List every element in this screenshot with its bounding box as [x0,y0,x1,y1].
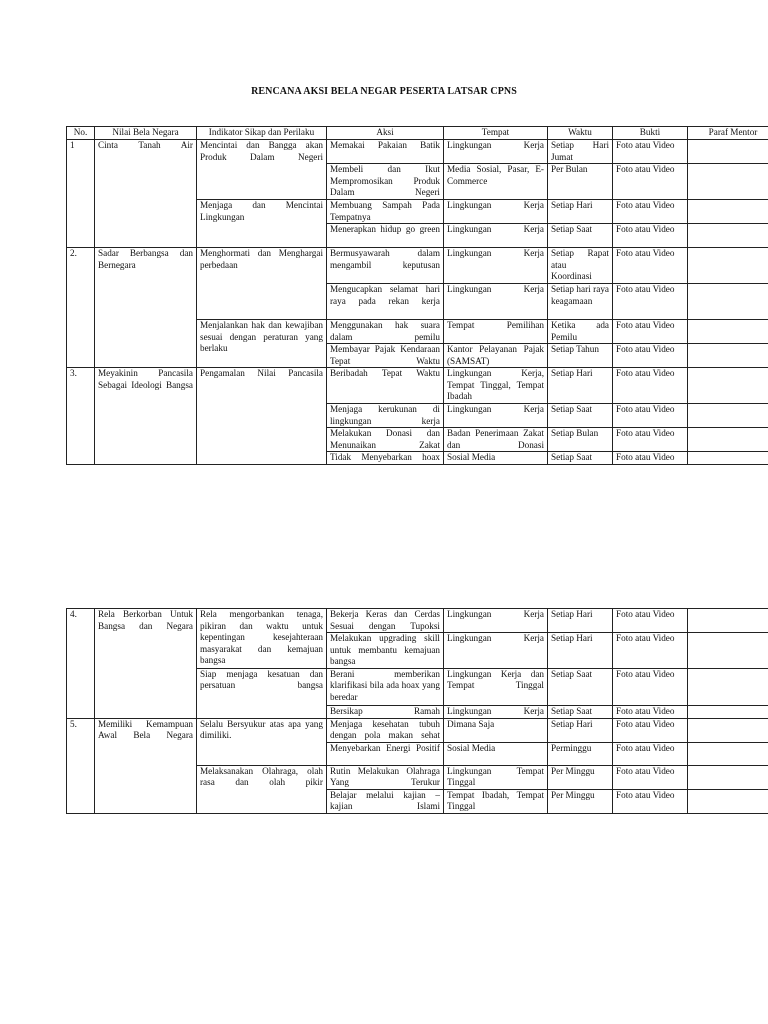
waktu-cell: Setiap Saat [548,705,613,718]
paraf-mentor-cell [688,789,768,813]
paraf-mentor-cell [688,428,768,452]
header-bukti: Bukti [613,127,688,140]
bukti-cell: Foto atau Video [613,200,688,224]
aksi-cell: Berani memberikan klarifikasi bila ada hoax yang beredar [327,668,444,705]
aksi-cell: Bermusyawarah dalam mengambil keputusan [327,248,444,284]
paraf-mentor-cell [688,718,768,742]
bukti-cell: Foto atau Video [613,320,688,344]
table-body-2 [67,609,768,814]
aksi-cell: Beribadah Tepat Waktu [327,368,444,404]
waktu-cell: Setiap hari raya keagamaan [548,284,613,320]
tempat-cell: Lingkungan Kerja [444,404,548,428]
aksi-cell: Melakukan Donasi dan Menunaikan Zakat [327,428,444,452]
waktu-cell: Setiap Bulan [548,428,613,452]
bukti-cell: Foto atau Video [613,742,688,765]
aksi-cell: Menjaga kesehatan tubuh dengan pola makan sehat [327,718,444,742]
aksi-cell: Menjaga kerukunan di lingkungan kerja [327,404,444,428]
row-number: 1 [67,140,95,248]
tempat-cell: Lingkungan Kerja [444,248,548,284]
tempat-cell: Lingkungan Kerja [444,200,548,224]
aksi-cell: Belajar melalui kajian – kajian Islami [327,789,444,813]
tempat-cell: Lingkungan Tempat Tinggal [444,765,548,789]
bukti-cell: Foto atau Video [613,344,688,368]
nilai-bela-negara: Meyakinin Pancasila Sebagai Ideologi Bangsa [95,368,197,465]
paraf-mentor-cell [688,320,768,344]
paraf-mentor-cell [688,609,768,633]
paraf-mentor-cell [688,452,768,465]
tempat-cell: Badan Penerimaan Zakat dan Donasi [444,428,548,452]
row-number: 5. [67,718,95,813]
header-paraf-mentor: Paraf Mentor [688,127,768,140]
aksi-cell: Menggunakan hak suara dalam pemilu [327,320,444,344]
tempat-cell: Lingkungan Kerja [444,224,548,248]
waktu-cell: Setiap Hari [548,200,613,224]
waktu-cell: Setiap Hari Jumat [548,140,613,164]
nilai-bela-negara: Cinta Tanah Air [95,140,197,248]
tempat-cell: Sosial Media [444,452,548,465]
indikator-sikap: Menjalankan hak dan kewajiban sesuai dengan peraturan yang berlaku [197,320,327,368]
aksi-cell: Rutin Melakukan Olahraga Yang Terukur [327,765,444,789]
tempat-cell: Tempat Pemilihan [444,320,548,344]
paraf-mentor-cell [688,368,768,404]
paraf-mentor-cell [688,633,768,669]
bukti-cell: Foto atau Video [613,668,688,705]
tempat-cell: Lingkungan Kerja dan Tempat Tinggal [444,668,548,705]
waktu-cell: Per Bulan [548,164,613,200]
tempat-cell: Lingkungan Kerja [444,609,548,633]
paraf-mentor-cell [688,705,768,718]
indikator-sikap: Menghormati dan Menghargai perbedaan [197,248,327,320]
aksi-cell: Membayar Pajak Kendaraan Tepat Waktu [327,344,444,368]
waktu-cell: Per Minggu [548,789,613,813]
row-number: 2. [67,248,95,368]
bukti-cell: Foto atau Video [613,248,688,284]
tempat-cell: Lingkungan Kerja [444,705,548,718]
aksi-cell: Membeli dan Ikut Mempromosikan Produk Dalam Negeri [327,164,444,200]
bukti-cell: Foto atau Video [613,765,688,789]
bukti-cell: Foto atau Video [613,428,688,452]
table-row [67,609,768,633]
paraf-mentor-cell [688,668,768,705]
aksi-cell: Tidak Menyebarkan hoax [327,452,444,465]
tempat-cell: Tempat Ibadah, Tempat Tinggal [444,789,548,813]
waktu-cell: Setiap Hari [548,633,613,669]
paraf-mentor-cell [688,224,768,248]
waktu-cell: Perminggu [548,742,613,765]
aksi-cell: Bekerja Keras dan Cerdas Sesuai dengan Tupoksi [327,609,444,633]
waktu-cell: Setiap Tahun [548,344,613,368]
bukti-cell: Foto atau Video [613,284,688,320]
indikator-sikap: Rela mengorbankan tenaga, pikiran dan waktu untuk kepentingan kesejahteraan masyarakat dan kemajuan bangsa [197,609,327,669]
paraf-mentor-cell [688,742,768,765]
bukti-cell: Foto atau Video [613,633,688,669]
header-row [67,127,768,140]
paraf-mentor-cell [688,284,768,320]
nilai-bela-negara: Memiliki Kemampuan Awal Bela Negara [95,718,197,813]
bukti-cell: Foto atau Video [613,368,688,404]
waktu-cell: Setiap Saat [548,452,613,465]
action-plan-table-page-2 [66,608,768,814]
bukti-cell: Foto atau Video [613,452,688,465]
bukti-cell: Foto atau Video [613,140,688,164]
tempat-cell: Lingkungan Kerja [444,140,548,164]
aksi-cell: Bersikap Ramah [327,705,444,718]
paraf-mentor-cell [688,404,768,428]
header-aksi: Aksi [327,127,444,140]
tempat-cell: Lingkungan Kerja [444,633,548,669]
bukti-cell: Foto atau Video [613,224,688,248]
bukti-cell: Foto atau Video [613,718,688,742]
table-row [67,248,768,284]
tempat-cell: Kantor Pelayanan Pajak (SAMSAT) [444,344,548,368]
paraf-mentor-cell [688,344,768,368]
header-waktu: Waktu [548,127,613,140]
aksi-cell: Melakukan upgrading skill untuk membantu kemajuan bangsa [327,633,444,669]
table-row [67,140,768,164]
nilai-bela-negara: Sadar Berbangsa dan Bernegara [95,248,197,368]
bukti-cell: Foto atau Video [613,789,688,813]
tempat-cell: Lingkungan Kerja, Tempat Tinggal, Tempat Ibadah [444,368,548,404]
header-tempat: Tempat [444,127,548,140]
waktu-cell: Setiap Hari [548,368,613,404]
paraf-mentor-cell [688,200,768,224]
waktu-cell: Setiap Hari [548,609,613,633]
waktu-cell: Setiap Hari [548,718,613,742]
waktu-cell: Ketika ada Pemilu [548,320,613,344]
page-title: RENCANA AKSI BELA NEGAR PESERTA LATSAR CPNS [251,86,517,97]
bukti-cell: Foto atau Video [613,609,688,633]
paraf-mentor-cell [688,140,768,164]
row-number: 3. [67,368,95,465]
table-row [67,718,768,742]
tempat-cell: Lingkungan Kerja [444,284,548,320]
indikator-sikap: Mencintai dan Bangga akan Produk Dalam Negeri [197,140,327,200]
table-body-1 [67,140,768,465]
waktu-cell: Setiap Rapat atau Koordinasi [548,248,613,284]
waktu-cell: Setiap Saat [548,404,613,428]
aksi-cell: Memakai Pakaian Batik [327,140,444,164]
action-plan-table-page-1 [66,126,768,465]
header-indikator: Indikator Sikap dan Perilaku [197,127,327,140]
paraf-mentor-cell [688,248,768,284]
bukti-cell: Foto atau Video [613,705,688,718]
aksi-cell: Membuang Sampah Pada Tempatnya [327,200,444,224]
aksi-cell: Menyebarkan Energi Positif [327,742,444,765]
nilai-bela-negara: Rela Berkorban Untuk Bangsa dan Negara [95,609,197,719]
indikator-sikap: Pengamalan Nilai Pancasila [197,368,327,465]
paraf-mentor-cell [688,164,768,200]
waktu-cell: Setiap Saat [548,224,613,248]
aksi-cell: Menerapkan hidup go green [327,224,444,248]
bukti-cell: Foto atau Video [613,164,688,200]
waktu-cell: Setiap Saat [548,668,613,705]
bukti-cell: Foto atau Video [613,404,688,428]
tempat-cell: Sosial Media [444,742,548,765]
paraf-mentor-cell [688,765,768,789]
indikator-sikap: Selalu Bersyukur atas apa yang dimiliki. [197,718,327,765]
row-number: 4. [67,609,95,719]
aksi-cell: Mengucapkan selamat hari raya pada rekan kerja [327,284,444,320]
indikator-sikap: Melaksanakan Olahraga, olah rasa dan olah pikir [197,765,327,813]
indikator-sikap: Siap menjaga kesatuan dan persatuan bangsa [197,668,327,718]
indikator-sikap: Menjaga dan Mencintai Lingkungan [197,200,327,248]
header-no: No. [67,127,95,140]
header-nilai: Nilai Bela Negara [95,127,197,140]
waktu-cell: Per Minggu [548,765,613,789]
tempat-cell: Dimana Saja [444,718,548,742]
tempat-cell: Media Sosial, Pasar, E-Commerce [444,164,548,200]
table-row [67,368,768,404]
